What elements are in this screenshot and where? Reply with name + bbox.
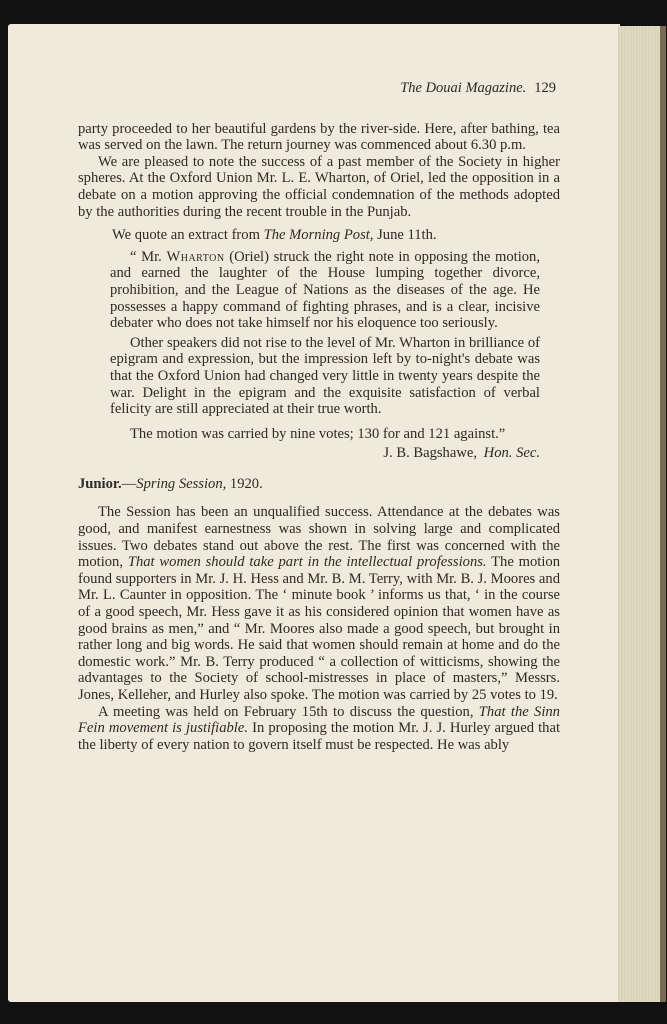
extract-open: “ Mr.: [130, 248, 167, 265]
morning-post-extract: [78, 249, 560, 443]
extract-paragraph-1: [110, 249, 540, 332]
paragraph-garden-party: party proceeded to her beautiful gardens by the river-side. Here, after bathing, tea was served on the lawn. The return journey was commenced about 6.30 p.m.: [78, 120, 560, 154]
motion-sinn-fein: That the Sinn Fein movement is justifiable.: [78, 703, 560, 737]
section-heading-junior: [78, 476, 560, 493]
junior-p1-text-b: The motion found supporters in Mr. J. H. Hess and Mr. B. M. Terry, with Mr. B. J. Moores and Mr. L. Caunter in opposition. The ‘ minute book ’ informs us that, ‘ in the course of a good speech, Mr. Hess gave it as his considered opinion that women have as good brains as men,” and “ Mr. Moores also made a good speech, but brought in rather long and big words. He said that women should remain at home and do the domestic work.” Mr. B. Terry produced “ a collection of witticisms, showing the advantages to the Society of school-mistresses in place of masters,” Messrs. Jones, Kelleher, and Hurley also spoke. The motion was carried by 25 votes to 19.: [78, 554, 561, 703]
quote-intro-date: June 11th.: [373, 227, 437, 244]
quote-intro-text: We quote an extract from: [112, 227, 264, 244]
junior-p1-text-a: The Session has been an unqualified success. Attendance at the debates was good, and manifest earnestness was shown in solving large and complicated issues. Two debates stand out above the rest. The first was concerned with the motion,: [78, 504, 560, 571]
extract-text: (Oriel) struck the right note in opposing the motion, and earned the laughter of the House lumping together divorce, prohibition, and the League of Nations as the diseases of the age. He possesses a happy command of fighting phrases, and is a clear, incisive debater who does not take himself nor his eloquence too seriously.: [110, 248, 540, 332]
motion-women: That women should take part in the intellectual professions.: [127, 554, 487, 571]
page-number: 129: [534, 80, 556, 96]
page-content: [78, 80, 560, 753]
quote-intro: [78, 227, 560, 244]
paragraph-oxford-union: We are pleased to note the success of a past member of the Society in higher spheres. At the Oxford Union Mr. L. E. Wharton, of Oriel, led the opposition in a debate on a motion approving the official condemnation of the methods adopted by the authorities during the recent trouble in the Punjab.: [78, 153, 560, 220]
extract-paragraph-2: Other speakers did not rise to the level of Mr. Wharton in brilliance of epigram and expression, but the impression left by to-night's debate was that the Oxford Union had changed very little in twenty years despite the war. Delight in the epigram and the exquisite satisfaction of verbal felicity are still appreciated at their true worth.: [110, 334, 540, 418]
junior-heading: Junior.: [78, 475, 122, 492]
signature-name: J. B. Bagshawe,: [383, 445, 477, 462]
session-year: 1920.: [226, 475, 263, 492]
running-header: [78, 80, 556, 97]
junior-p2-text-b: In proposing the motion Mr. J. J. Hurley argued that the liberty of every nation to govern itself must be respected. He was ably: [78, 720, 560, 753]
page-edges: [618, 26, 666, 1002]
extract-paragraph-3: The motion was carried by nine votes; 130 for and 121 against.”: [130, 425, 506, 442]
heading-dash: —: [121, 475, 137, 492]
junior-paragraph-1: [78, 504, 560, 703]
extract-name: Wharton: [166, 248, 225, 265]
junior-section-body: [78, 504, 560, 753]
newspaper-name: The Morning Post,: [263, 227, 374, 244]
junior-paragraph-2: [78, 704, 560, 754]
magazine-title: The Douai Magazine.: [400, 80, 527, 96]
signature: [78, 445, 560, 462]
junior-p2-text-a: A meeting was held on February 15th to discuss the question,: [98, 703, 479, 720]
session-name: Spring Session,: [136, 475, 227, 492]
signature-role: Hon. Sec.: [483, 445, 540, 462]
